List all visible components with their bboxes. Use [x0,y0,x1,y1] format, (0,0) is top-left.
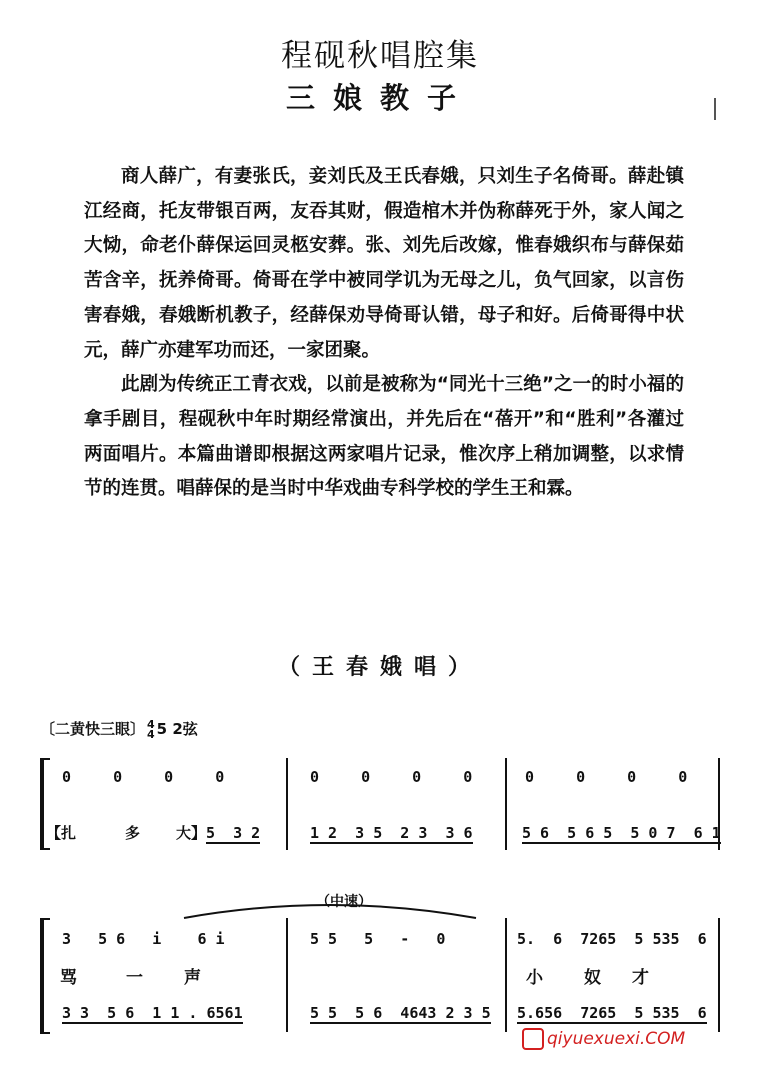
system-2-voice-measure-3: 5. 6 7265 5 535 6 [517,930,707,948]
system-1-voice-measure-3: 0 0 0 0 [525,768,696,786]
system-2-voice-measure-1: 3 5 6 i 6 i [62,930,225,948]
time-signature: 4 4 [147,717,155,741]
intro-paragraph-1: 商人薛广，有妻张氏，妾刘氏及王氏春娥，只刘生子名倚哥。薛赴镇江经商，托友带银百两，友吞其财，假造棺木并伪称薛死于外，家人闻之大恸，命老仆薛保运回灵柩安葬。张、刘先后改嫁，惟春娥织布与薛保茹苦含辛，抚养倚哥。倚哥在学中被同学讥为无母之儿，负气回家，以言伤害春娥，春娥断机教子，经薛保劝导倚哥认错，母子和好。后倚哥得中状元，薛广亦建军功而还，一家团聚。 [84,166,684,361]
system-1-barline-2 [505,758,507,850]
system-1-acc-measure-1: 5 3 2 [206,824,261,842]
lyric-char-6: 才 [632,968,649,988]
book-title: 程砚秋唱腔集 [281,38,479,74]
system-1-acc-prefix-3: 大】 [176,824,207,842]
system-2-acc-measure-1: 3 3 5 6 1 1 . 6561 [62,1004,243,1022]
system-2-barline-2 [505,918,507,1032]
intro-paragraph-2: 此剧为传统正工青衣戏，以前是被称为“同光十三绝”之一的时小福的拿手剧目，程砚秋中年时期经常演出，并先后在“蓓开”和“胜利”各灌过两面唱片。本篇曲谱即根据这两家唱片记录，惟次序上稍加调整，以求情节的连贯。唱薛保的是当时中华戏曲专科学校的学生王和霖。 [84,374,684,500]
system-2-brace [40,918,50,1034]
intro-text [84,160,684,507]
tempo-marking [40,718,198,740]
page-edge-mark [714,98,716,120]
lyric-char-1: 骂 [60,968,77,988]
system-1-acc-prefix-2: 多 [125,824,141,842]
system-2-acc-measure-3: 5.656 7265 5 535 6 [517,1004,707,1022]
system-1-voice-measure-2: 0 0 0 0 [310,768,481,786]
system-2-barline-3 [718,918,720,1032]
watermark-logo-icon [522,1028,544,1050]
system-2-voice-measure-2: 5 5 5 - 0 [310,930,446,948]
site-watermark: qiyuexuexi.COM [522,1028,685,1050]
tempo-label: 〔二黄快三眼〕 [40,720,146,738]
key-label: 5 2弦 [156,720,198,738]
singer-label: （王春娥唱） [277,655,482,680]
system-1-acc-prefix-1: 【扎 [46,824,77,842]
system-2-acc-measure-2: 5 5 5 6 4643 2 3 5 [310,1004,491,1022]
system-2-barline-1 [286,918,288,1032]
system-1-acc-measure-2: 1 2 3 5 2 3 3 6 [310,824,473,842]
phrase-slur [180,898,480,922]
lyric-char-2: 一 [126,968,143,988]
system-1-voice-measure-1: 0 0 0 0 [62,768,233,786]
system-1-barline-1 [286,758,288,850]
lyric-char-5: 奴 [584,968,601,988]
lyric-char-3: 声 [184,968,201,988]
lyric-char-4: 小 [526,968,543,988]
system-1-acc-measure-3: 5 6 5 6 5 5 0 7 6 1 [522,824,721,842]
piece-title: 三娘教子 [285,81,474,115]
tempo-mark-zhongsu: （中速） [316,894,372,910]
